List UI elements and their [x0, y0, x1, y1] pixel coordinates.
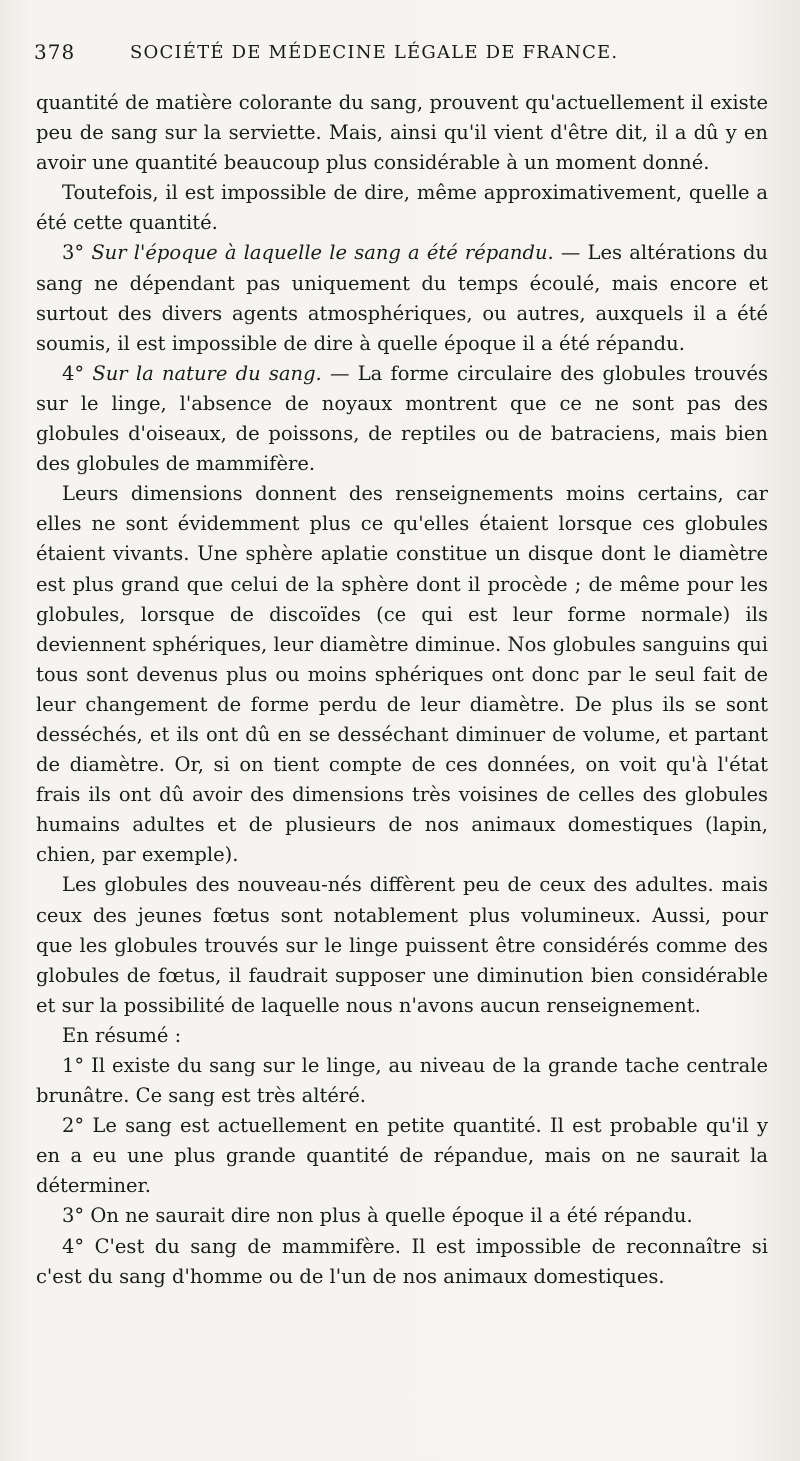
section-heading: Sur l'époque à laquelle le sang a été répandu. — [91, 241, 554, 265]
summary-heading: En résumé : — [62, 1023, 182, 1047]
paragraph-section-3 — [36, 238, 768, 358]
summary-item: 2° Le sang est actuellement en petite quantité. Il est probable qu'il y en a eu une plus grande quantité de répandue, mais on ne saurait la déterminer. — [36, 1114, 768, 1198]
summary-item: 1° Il existe du sang sur le linge, au niveau de la grande tache centrale brunâtre. Ce sang est très altéré. — [36, 1054, 768, 1108]
section-number: 3° — [62, 241, 92, 265]
section-text: — La forme circulaire des globules trouvés sur le linge, l'absence de noyaux montrent que ce ne sont pas des globules d'oiseaux, de poissons, de reptiles ou de batraciens, mais bien des globules de mammifère. — [36, 361, 768, 476]
section-heading: Sur la nature du sang. — [92, 361, 322, 385]
page-number: 378 — [34, 40, 76, 64]
paragraph: quantité de matière colorante du sang, prouvent qu'actuellement il existe peu de sang sur la serviette. Mais, ainsi qu'il vient d'être dit, il a dû y en avoir une quantité beaucoup plus considérable à un moment donné. — [36, 91, 768, 175]
body-text — [36, 88, 768, 1292]
running-title: SOCIÉTÉ DE MÉDECINE LÉGALE DE FRANCE. — [130, 42, 619, 63]
section-number: 4° — [62, 361, 93, 385]
paragraph: Leurs dimensions donnent des renseignements moins certains, car elles ne sont évidemment plus ce qu'elles étaient lorsque ces globules étaient vivants. Une sphère aplatie constitue un disque dont le diamètre est plus grand que celui de la sphère dont il procède ; de même pour les globules, lorsque de discoïdes (ce qui est leur forme normale) ils deviennent sphériques, leur diamètre diminue. Nos globules sanguins qui tous sont devenus plus ou moins sphériques ont donc par le seul fait de leur changement de forme perdu de leur diamètre. De plus ils se sont desséchés, et ils ont dû en se desséchant diminuer de volume, et partant de diamètre. Or, si on tient compte de ces données, on voit qu'à l'état frais ils ont dû avoir des dimensions très voisines de celles des globules humains adultes et de plusieurs de nos animaux domestiques (lapin, chien, par exemple). — [36, 482, 768, 867]
summary-item: 3° On ne saurait dire non plus à quelle époque il a été répandu. — [62, 1204, 693, 1228]
page-header — [30, 40, 770, 74]
summary-item: 4° C'est du sang de mammifère. Il est impossible de reconnaître si c'est du sang d'homme ou de l'un de nos animaux domestiques. — [36, 1234, 768, 1288]
paragraph: Les globules des nouveau-nés diffèrent peu de ceux des adultes. mais ceux des jeunes fœtus sont notablement plus volumineux. Aussi, pour que les globules trouvés sur le linge puissent être considérés comme des globules de fœtus, il faudrait supposer une diminution bien considérable et sur la possibilité de laquelle nous n'avons aucun renseignement. — [36, 873, 768, 1017]
section-text: — Les altérations du sang ne dépendant pas uniquement du temps écoulé, mais encore et surtout des divers agents atmosphériques, ou autres, auxquels il a été soumis, il est impossible de dire à quelle époque il a été répandu. — [36, 241, 768, 355]
paragraph-section-4 — [36, 359, 768, 479]
paragraph: Toutefois, il est impossible de dire, même approximativement, quelle a été cette quantité. — [36, 181, 768, 235]
